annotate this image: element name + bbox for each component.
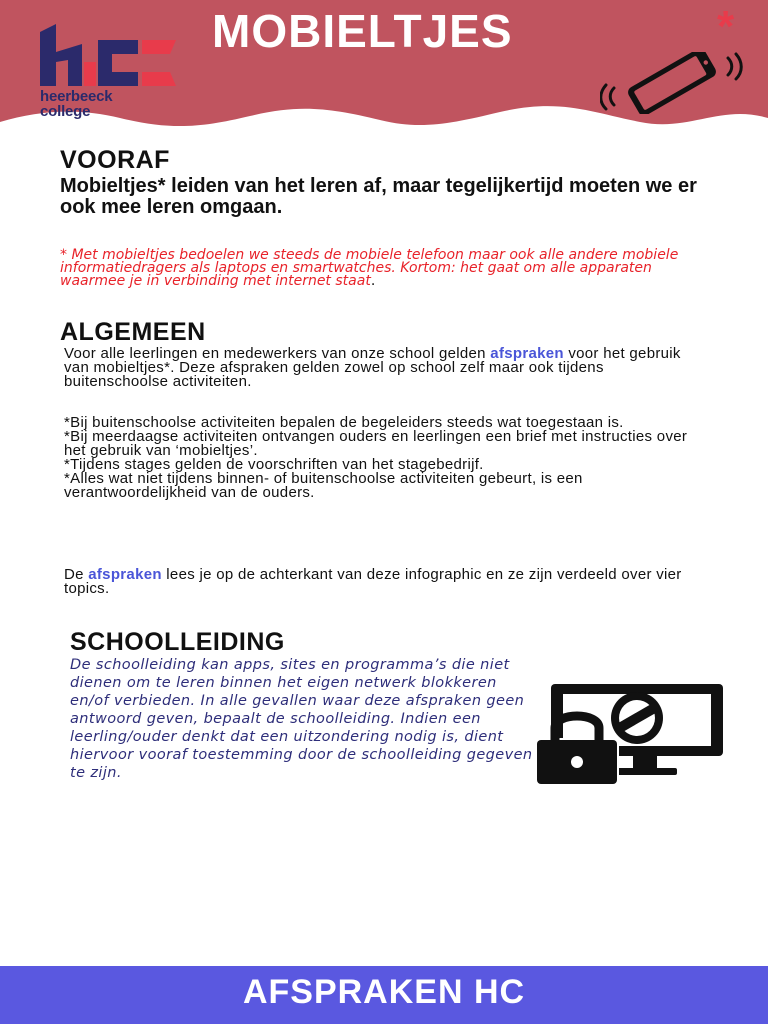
logo-text-line1: heerbeeck (40, 88, 113, 105)
vooraf-note-end: . (370, 273, 376, 289)
vooraf-note-text: * Met mobieltjes bedoelen we steeds de mobiele telefoon maar ook alle andere mobiele informatiedragers als laptops en smartwatches. Kortom: het gaat om alle apparaten waarmee je in verbinding met internet staat (60, 247, 679, 289)
vooraf-intro: Mobieltjes* leiden van het leren af, maar tegelijkertijd moeten we er ook mee leren omgaan. (60, 175, 697, 218)
algemeen-rules-list (64, 416, 704, 500)
section-heading-vooraf: VOORAF (60, 146, 170, 174)
algemeen-paragraph-1 (64, 347, 704, 389)
algemeen-p1-text-b: voor het gebruik van mobieltjes*. Deze afspraken gelden zowel op school zelf maar ook tijdens buitenschoolse activiteiten. (64, 345, 681, 390)
school-logo (38, 22, 178, 122)
school-logo-text (40, 89, 112, 119)
algemeen-p3-text-b: lees je op de achterkant van deze infographic en ze zijn verdeeld over vier topics. (64, 566, 682, 597)
smartphone-vibrating-icon (600, 52, 745, 114)
rule-item: *Alles wat niet tijdens binnen- of buitenschoolse activiteiten gebeurt, is een verantwoordelijkheid van de ouders. (64, 470, 583, 501)
rule-item: *Tijdens stages gelden de voorschriften van het stagebedrijf. (64, 456, 484, 473)
footer-title: AFSPRAKEN HC (242, 973, 526, 1011)
blocked-monitor-lock-icon (533, 682, 728, 787)
afspraken-highlight-2: afspraken (88, 566, 162, 583)
title-asterisk: * (717, 2, 735, 51)
schoolleiding-text: De schoolleiding kan apps, sites en programma’s die niet dienen om te leren binnen het eigen netwerk blokkeren en/of verbieden. In alle gevallen waar deze afspraken geen antwoord geven, bepaalt de schoolleiding. Indien een leerling/ouder denkt dat een uitzondering nodig is, dient hiervoor vooraf toestemming door de schoolleiding gegeven te zijn. (70, 657, 533, 781)
footer-banner (0, 966, 768, 1024)
logo-text-line2: college (40, 103, 91, 120)
algemeen-p1-text-a: Voor alle leerlingen en medewerkers van onze school gelden (64, 345, 491, 362)
algemeen-paragraph-3 (64, 568, 704, 596)
algemeen-p3-text-a: De (64, 566, 89, 583)
rule-item: *Bij meerdaagse activiteiten ontvangen ouders en leerlingen een brief met instructies over het gebruik van ‘mobieltjes’. (64, 428, 688, 459)
page-title: MOBIELTJES (212, 5, 513, 57)
hc-logo-mark (38, 22, 178, 88)
header-banner (0, 0, 768, 135)
rule-item: *Bij buitenschoolse activiteiten bepalen de begeleiders steeds wat toegestaan is. (64, 414, 624, 431)
vooraf-note (60, 249, 720, 288)
section-heading-schoolleiding: SCHOOLLEIDING (70, 628, 285, 656)
afspraken-highlight-1: afspraken (490, 345, 564, 362)
section-heading-algemeen: ALGEMEEN (60, 318, 206, 346)
